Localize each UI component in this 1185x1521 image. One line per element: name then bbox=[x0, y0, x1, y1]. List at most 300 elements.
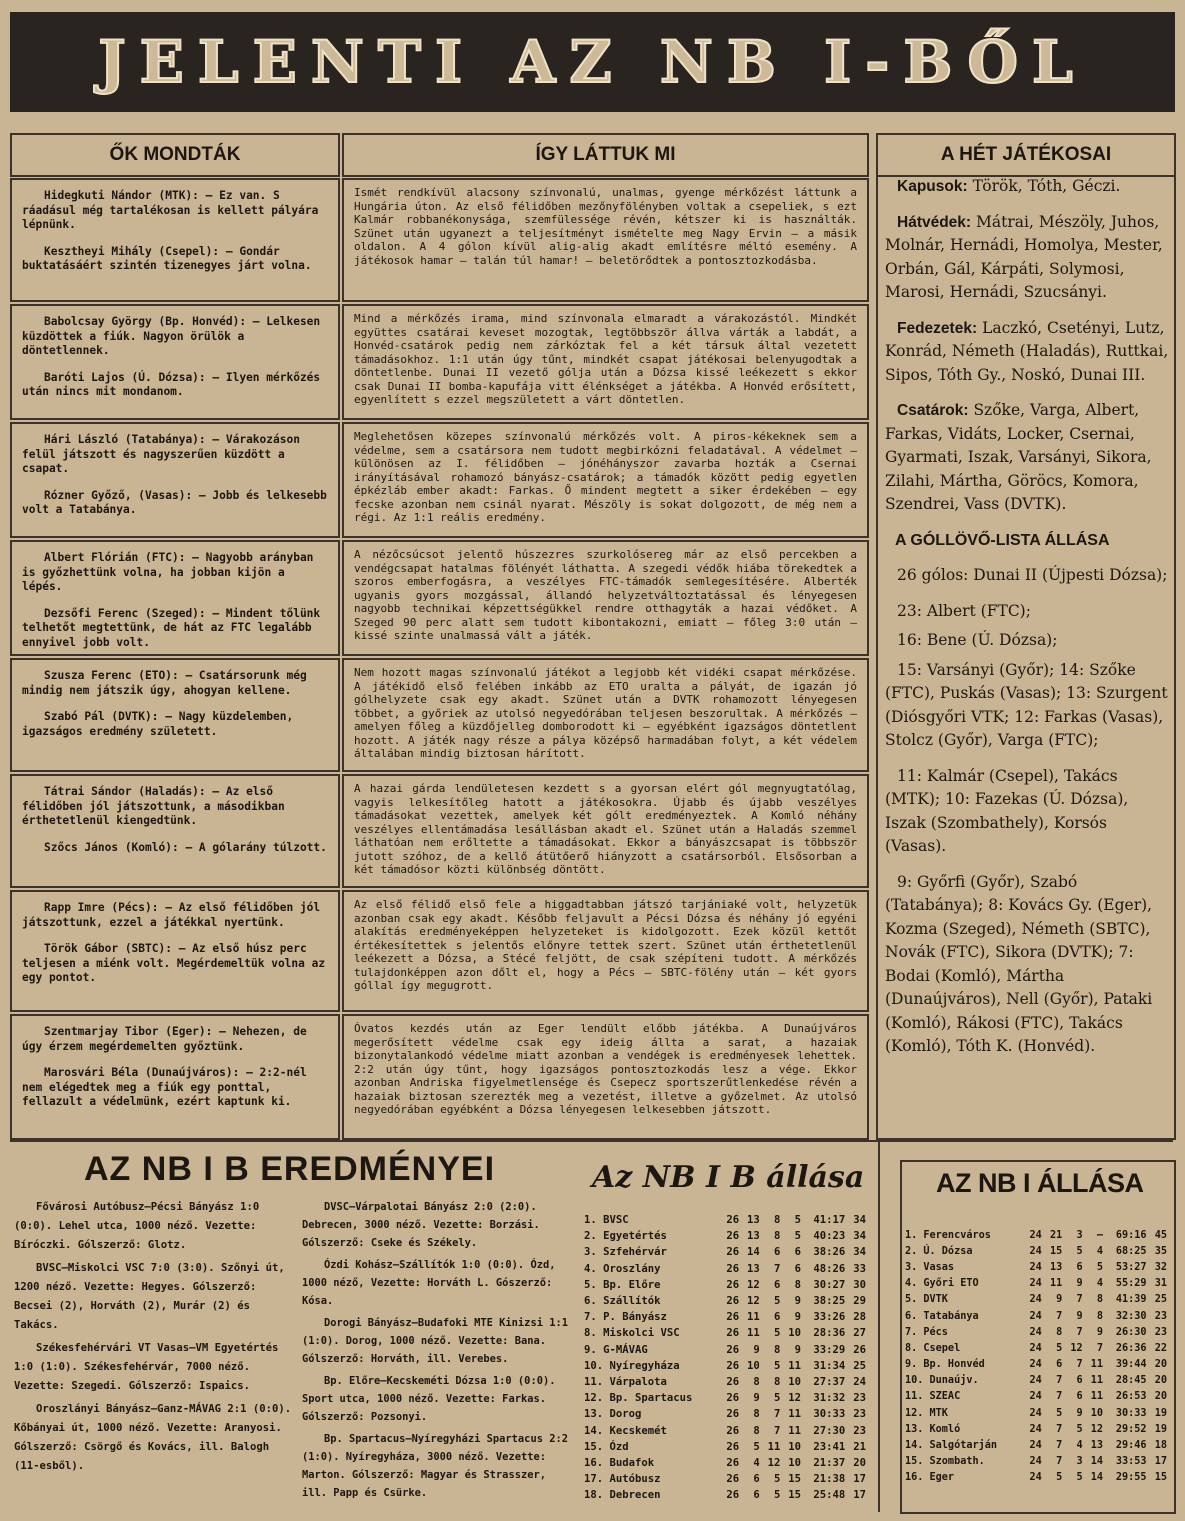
report-cell: Nem hozott magas színvonalú játékot a legjobb két vidéki csapat mérkőzése. A játékidő első felében inkább az ETO uralta a pályát, de igazán jó gólhelyzete csak egy akadt. Szünet után a DVTK rohamozott lényegesen többet, a győriek az utolsó negyedórában teljesen beszorultak. A mérkőzés — amelyen főleg a küzdőjelleg domborodott ki — egyébként igazságos döntetlent hozott. A játék nagy része a pálya középső harmadában folyt, a két védelem általában mindig biztosan hárított. bbox=[342, 658, 869, 772]
standings-row bbox=[903, 1454, 1169, 1470]
stat-cell: 20 bbox=[853, 1456, 866, 1469]
stat-cell: 5 bbox=[1076, 1472, 1083, 1484]
result-item: DVSC—Várpalotai Bányász 2:0 (2:0). Debrecen, 3000 néző. Vezette: Borzási. Gólszerző: Cseke és Székely. bbox=[302, 1201, 540, 1249]
stat-cell: 5 bbox=[753, 1440, 760, 1453]
stat-cell: 23 bbox=[1154, 1310, 1167, 1322]
stat-cell: 24 bbox=[1029, 1472, 1042, 1484]
stat-cell: 7 bbox=[774, 1262, 781, 1275]
stat-cell: 11 bbox=[1090, 1375, 1104, 1387]
stat-cell: 27:37 bbox=[813, 1375, 846, 1388]
stat-cell: 24 bbox=[1029, 1294, 1042, 1306]
standings-row bbox=[582, 1342, 868, 1358]
stat-cell: 7 bbox=[1096, 1342, 1104, 1354]
standings-row bbox=[582, 1293, 868, 1309]
standings-row bbox=[582, 1261, 868, 1277]
stat-cell: 5 bbox=[1076, 1423, 1083, 1435]
stat-cell: 18 bbox=[1154, 1440, 1167, 1452]
standings-row bbox=[903, 1259, 1169, 1275]
stat-cell: 9 bbox=[1076, 1278, 1083, 1290]
stat-cell: 21:37 bbox=[813, 1456, 846, 1469]
stat-cell: 6 bbox=[794, 1246, 802, 1259]
stat-cell: 24 bbox=[1029, 1342, 1042, 1354]
stat-cell: 8 bbox=[774, 1230, 781, 1243]
stat-cell: 12 bbox=[747, 1278, 760, 1291]
stat-cell: 6 bbox=[774, 1278, 781, 1291]
stat-cell: 6 bbox=[774, 1311, 781, 1324]
stat-cell: 15 bbox=[788, 1473, 802, 1486]
quotes-cell bbox=[10, 540, 340, 656]
team-cell: 8. Csepel bbox=[905, 1342, 961, 1354]
stat-cell: 8 bbox=[753, 1375, 760, 1388]
team-cell: 15. Szombath. bbox=[905, 1456, 985, 1468]
stat-cell: 13 bbox=[1090, 1440, 1104, 1452]
result-item: BVSC—Miskolci VSC 7:0 (3:0). Szőnyi út, 1200 néző. Vezette: Hegyes. Gólszerző: Becsei (2), Horváth (2), Murár (2) és Takács. bbox=[14, 1262, 285, 1331]
quotes-cell bbox=[10, 774, 340, 888]
scorers-line: 26 gólos: Dunai II (Újpesti Dózsa); bbox=[897, 566, 1168, 584]
stat-cell: 24 bbox=[853, 1375, 866, 1388]
header-players: A HÉT JÁTÉKOSAI bbox=[876, 133, 1176, 177]
standings-row bbox=[582, 1277, 868, 1293]
stat-cell: 6 bbox=[774, 1246, 781, 1259]
stat-cell: 26 bbox=[726, 1246, 740, 1259]
stat-cell: 12 bbox=[1070, 1342, 1083, 1354]
stat-cell: 12 bbox=[788, 1392, 802, 1405]
stat-cell: 6 bbox=[1056, 1359, 1063, 1371]
stat-cell: 8 bbox=[1096, 1310, 1104, 1322]
team-cell: 6. Tatabánya bbox=[905, 1310, 979, 1322]
stat-cell: 6 bbox=[794, 1262, 802, 1275]
stat-cell: 10 bbox=[788, 1375, 802, 1388]
stat-cell: 11 bbox=[767, 1440, 781, 1453]
quote: Babolcsay György (Bp. Honvéd): — Lelkesen küzdöttek a fiúk. Nagyon örülök a döntetlennek. bbox=[22, 315, 321, 357]
quote: Szusza Ferenc (ETO): — Csatársorunk még mindig nem játszik úgy, ahogyan kellene. bbox=[22, 669, 307, 697]
stat-cell: 20 bbox=[1154, 1391, 1167, 1403]
stat-cell: 15 bbox=[1049, 1245, 1063, 1257]
stat-cell: 7 bbox=[774, 1424, 781, 1437]
stat-cell: 26:36 bbox=[1115, 1342, 1147, 1354]
stat-cell: 31:34 bbox=[813, 1359, 846, 1372]
quote: Marosvári Béla (Dunaújváros): — 2:2-nél nem elégedtek meg a fiúk egy ponttal, fellazult a védelmünk, ezért kaptunk ki. bbox=[22, 1066, 307, 1108]
stat-cell: 5 bbox=[1076, 1245, 1083, 1257]
header-saw: ÍGY LÁTTUK MI bbox=[342, 133, 869, 177]
nb1b-results-title: AZ NB I B EREDMÉNYEI bbox=[84, 1150, 496, 1188]
standings-row bbox=[582, 1406, 868, 1422]
team-cell: 11. SZEAC bbox=[905, 1391, 961, 1403]
stat-cell: 33:53 bbox=[1115, 1456, 1147, 1468]
quotes-cell bbox=[10, 890, 340, 1012]
stat-cell: 7 bbox=[1076, 1359, 1083, 1371]
stat-cell: 12 bbox=[1090, 1423, 1104, 1435]
stat-cell: 7 bbox=[1056, 1310, 1063, 1322]
stat-cell: 31 bbox=[1154, 1278, 1167, 1290]
stat-cell: 28:36 bbox=[813, 1327, 846, 1340]
stat-cell: 5 bbox=[774, 1473, 781, 1486]
scorers-line: 9: Győrfi (Győr), Szabó (Tatabánya); 8: Kovács Gy. (Eger), Kozma (Szeged), Németh (SBTC), Novák (FTC), Sikora (DVTK); 7: Bodai (Komló), Mártha (Dunaújváros), Nell (Győr), Pataki (Komló), Rákosi (FTC), Takács (Komló), Tóth K. (Honvéd). bbox=[885, 872, 1153, 1055]
stat-cell: 9 bbox=[753, 1392, 760, 1405]
stat-cell: 5 bbox=[1056, 1407, 1063, 1419]
stat-cell: 26 bbox=[726, 1408, 740, 1421]
stat-cell: 11 bbox=[788, 1359, 802, 1372]
standings-row bbox=[903, 1405, 1169, 1421]
standings-row bbox=[582, 1439, 868, 1455]
stat-cell: 24 bbox=[1029, 1261, 1042, 1273]
stat-cell: 23 bbox=[853, 1424, 866, 1437]
standings-row bbox=[903, 1389, 1169, 1405]
stat-cell: 24 bbox=[1029, 1375, 1042, 1387]
stat-cell: 30:33 bbox=[813, 1408, 846, 1421]
result-item: Bp. Spartacus—Nyíregyházi Spartacus 2:2 (1:0). Nyíregyháza, 3000 néző. Vezette: Marton. Gólszerző: Magyar és Strasszer, ill. Papp és Csürke. bbox=[302, 1433, 568, 1499]
stat-cell: 23 bbox=[853, 1392, 866, 1405]
stat-cell: 34 bbox=[853, 1214, 866, 1227]
stat-cell: 68:25 bbox=[1115, 1245, 1147, 1257]
stat-cell: 26 bbox=[726, 1359, 740, 1372]
quote: Hidegkuti Nándor (MTK): — Ez van. S ráadásul még tartalékosan is kellett pályára lépnünk. bbox=[22, 189, 319, 231]
report-cell: A nézőcsúcsot jelentő húszezres szurkolósereg már az első percekben a vendégcsapat hatalmas fölényét láthatta. A szegedi védők hiába törekedtek a szoros emberfogásra, a veszélyes FTC-támadók semlegesítésére. Alberték ugyanis gyors mozgással, állandó helyzetváltoztatással és lényegesen nagyobb technikai képzettségükkel rendre otthagyták a hazai védőket. A Szeged 90 perc alatt sem tudott kibontakozni, emiatt — főleg 3:0 után — kissé szinte unalmassá vált a játék. bbox=[342, 540, 869, 656]
quote: Szentmarjay Tibor (Eger): — Nehezen, de úgy érzem megérdemelten győztünk. bbox=[22, 1025, 307, 1053]
stat-cell: 29 bbox=[853, 1295, 866, 1308]
stat-cell: 8 bbox=[1056, 1326, 1063, 1338]
stat-cell: 32 bbox=[1154, 1261, 1167, 1273]
stat-cell: 11 bbox=[1090, 1359, 1104, 1371]
standings-row bbox=[903, 1437, 1169, 1453]
stat-cell: 22 bbox=[1154, 1342, 1167, 1354]
nb1b-results-col2 bbox=[302, 1198, 570, 1506]
team-cell: 10. Nyíregyháza bbox=[584, 1359, 680, 1372]
stat-cell: 30:33 bbox=[1115, 1407, 1147, 1419]
stat-cell: 4 bbox=[1096, 1278, 1104, 1290]
stat-cell: 26:30 bbox=[1115, 1326, 1147, 1338]
team-cell: 4. Oroszlány bbox=[584, 1262, 661, 1275]
stat-cell: 3 bbox=[1076, 1456, 1083, 1468]
team-cell: 9. G-MÁVAG bbox=[584, 1343, 648, 1356]
stat-cell: 6 bbox=[1076, 1391, 1083, 1403]
stat-cell: 24 bbox=[1029, 1326, 1042, 1338]
stat-cell: 17 bbox=[853, 1489, 866, 1502]
stat-cell: 69:16 bbox=[1115, 1229, 1147, 1241]
team-cell: 7. Pécs bbox=[905, 1326, 948, 1338]
standings-row bbox=[582, 1244, 868, 1260]
stat-cell: 17 bbox=[1154, 1456, 1167, 1468]
quotes-cell bbox=[10, 1014, 340, 1140]
standings-row bbox=[903, 1470, 1169, 1486]
stat-cell: 24 bbox=[1029, 1423, 1042, 1435]
team-cell: 16. Budafok bbox=[584, 1456, 655, 1469]
stat-cell: 26 bbox=[726, 1214, 740, 1227]
stat-cell: 26 bbox=[726, 1311, 740, 1324]
stat-cell: 30:27 bbox=[813, 1278, 846, 1291]
stat-cell: 5 bbox=[794, 1214, 802, 1227]
stat-cell: 15 bbox=[1154, 1472, 1167, 1484]
stat-cell: 9 bbox=[794, 1295, 802, 1308]
divider bbox=[878, 1140, 880, 1512]
stat-cell: 11 bbox=[747, 1311, 760, 1324]
stat-cell: 24 bbox=[1029, 1391, 1042, 1403]
standings-row bbox=[903, 1308, 1169, 1324]
stat-cell: 20 bbox=[1154, 1359, 1167, 1371]
stat-cell: 10 bbox=[1090, 1407, 1104, 1419]
stat-cell: 5 bbox=[774, 1295, 781, 1308]
stat-cell: 26 bbox=[726, 1295, 740, 1308]
stat-cell: 24 bbox=[1029, 1359, 1042, 1371]
stat-cell: 14 bbox=[747, 1246, 760, 1259]
stat-cell: 25:48 bbox=[813, 1489, 846, 1502]
stat-cell: 8 bbox=[1096, 1294, 1104, 1306]
stat-cell: 3 bbox=[1076, 1229, 1083, 1241]
stat-cell: 29:52 bbox=[1115, 1423, 1147, 1435]
stat-cell: 26 bbox=[726, 1343, 740, 1356]
stat-cell: 11 bbox=[788, 1408, 802, 1421]
report-cell: Meglehetősen közepes színvonalú mérkőzés volt. A piros-kékeknek sem a védelme, sem a csatársora nem tudott megbirkózni feladatával. A védelmet — különösen az I. félidőben — jónéhányszor zavarba hozták a Csernai irányításával rohamozó bányász-csatárok; a támadók között pedig egyetlen épkézláb ember akadt: Farkas. Ő mindent megtett a siker érdekében — egy fecske azonban nem csinál nyarat. Mészöly is sokat dolgozott, de még nem a régi. Az 1:1 reális eredmény. bbox=[342, 422, 869, 538]
team-cell: 8. Miskolci VSC bbox=[584, 1327, 680, 1340]
standings-row bbox=[903, 1276, 1169, 1292]
stat-cell: 23 bbox=[853, 1408, 866, 1421]
team-cell: 1. BVSC bbox=[584, 1214, 629, 1227]
standings-row bbox=[582, 1212, 868, 1228]
stat-cell: 21 bbox=[853, 1440, 866, 1453]
stat-cell: 17 bbox=[853, 1473, 866, 1486]
team-cell: 18. Debrecen bbox=[584, 1489, 661, 1502]
quotes-cell bbox=[10, 178, 340, 302]
stat-cell: 26:53 bbox=[1115, 1391, 1147, 1403]
stat-cell: 21:38 bbox=[813, 1473, 846, 1486]
stat-cell: 38:26 bbox=[813, 1246, 846, 1259]
stat-cell: 38:25 bbox=[813, 1295, 846, 1308]
stat-cell: 14 bbox=[1090, 1472, 1104, 1484]
standings-row bbox=[903, 1324, 1169, 1340]
quotes-cell bbox=[10, 658, 340, 772]
standings-row bbox=[582, 1309, 868, 1325]
scorers-line: 11: Kalmár (Csepel), Takács (MTK); 10: Fazekas (Ú. Dózsa), Iszak (Szombathely), Korsós (Vasas). bbox=[885, 766, 1129, 855]
stat-cell: 23 bbox=[1154, 1326, 1167, 1338]
team-cell: 10. Dunaújv. bbox=[905, 1375, 979, 1387]
standings-row bbox=[582, 1374, 868, 1390]
stat-cell: 9 bbox=[1096, 1326, 1104, 1338]
quote: Hári László (Tatabánya): — Várakozáson felül játszott és nagyszerűen küzdött a csapat. bbox=[22, 433, 300, 475]
quote: Tátrai Sándor (Haladás): — Az első félidőben jól játszottunk, a másodikban érthetetlenül kiengedtünk. bbox=[22, 785, 285, 827]
stat-cell: 27 bbox=[853, 1327, 866, 1340]
standings-row bbox=[582, 1390, 868, 1406]
stat-cell: 26 bbox=[726, 1278, 740, 1291]
stat-cell: 5 bbox=[794, 1230, 802, 1243]
stat-cell: 26 bbox=[726, 1262, 740, 1275]
nb1-standings-table bbox=[903, 1227, 1169, 1486]
stat-cell: 20 bbox=[1154, 1375, 1167, 1387]
stat-cell: 26 bbox=[726, 1440, 740, 1453]
team-cell: 3. Vasas bbox=[905, 1261, 955, 1273]
quote: Albert Flórián (FTC): — Nagyobb arányban is győzhettünk volna, ha jobban kijön a lépés. bbox=[22, 551, 314, 593]
stat-cell: 8 bbox=[774, 1343, 781, 1356]
nb1-table-title: AZ NB I ÁLLÁSA bbox=[936, 1168, 1144, 1198]
team-cell: 14. Salgótarján bbox=[905, 1440, 998, 1452]
quote: Rózner Győző, (Vasas): — Jobb és lelkesebb volt a Tatabánya. bbox=[22, 488, 327, 516]
divider bbox=[10, 1140, 1173, 1142]
stat-cell: 9 bbox=[1056, 1294, 1063, 1306]
stat-cell: 33:26 bbox=[813, 1311, 846, 1324]
stat-cell: 7 bbox=[1056, 1423, 1063, 1435]
stat-cell: 12 bbox=[747, 1295, 760, 1308]
stat-cell: 5 bbox=[774, 1392, 781, 1405]
stat-cell: 9 bbox=[1076, 1310, 1083, 1322]
stat-cell: 5 bbox=[774, 1489, 781, 1502]
stat-cell: 5 bbox=[774, 1359, 781, 1372]
stat-cell: 24 bbox=[1029, 1245, 1042, 1257]
stat-cell: 29:55 bbox=[1115, 1472, 1147, 1484]
scorers-line: 23: Albert (FTC); bbox=[897, 601, 1031, 620]
players-halves: Fedezetek: Laczkó, Csetényi, Lutz, Konrád, Németh (Haladás), Ruttkai, Sipos, Tóth Gy., Noskó, Dunai III. bbox=[885, 318, 1169, 384]
players-block bbox=[885, 175, 1170, 1071]
standings-row bbox=[582, 1487, 868, 1503]
team-cell: 9. Bp. Honvéd bbox=[905, 1359, 985, 1371]
stat-cell: 40:23 bbox=[813, 1230, 846, 1243]
result-item: Ózdi Kohász—Szállítók 1:0 (0:0). Ózd, 1000 néző, Vezette: Horváth L. Gószerző: Kósa. bbox=[302, 1259, 556, 1307]
stat-cell: 15 bbox=[788, 1489, 802, 1502]
quotes-cell bbox=[10, 422, 340, 538]
team-cell: 1. Ferencváros bbox=[905, 1229, 991, 1241]
stat-cell: 24 bbox=[1029, 1440, 1042, 1452]
stat-cell: 32:30 bbox=[1115, 1310, 1147, 1322]
team-cell: 3. Szfehérvár bbox=[584, 1246, 667, 1259]
stat-cell: 41:17 bbox=[813, 1214, 846, 1227]
stat-cell: 28 bbox=[853, 1311, 866, 1324]
stat-cell: 11 bbox=[788, 1424, 802, 1437]
stat-cell: 6 bbox=[1076, 1261, 1083, 1273]
stat-cell: 24 bbox=[1029, 1407, 1042, 1419]
stat-cell: 7 bbox=[1056, 1391, 1063, 1403]
quote: Szőcs János (Komló): — A gólarány túlzott. bbox=[44, 840, 327, 854]
stat-cell: 30 bbox=[853, 1278, 866, 1291]
stat-cell: 26 bbox=[853, 1343, 866, 1356]
stat-cell: 7 bbox=[1056, 1375, 1063, 1387]
team-cell: 15. Ózd bbox=[584, 1440, 629, 1453]
standings-row bbox=[582, 1455, 868, 1471]
stat-cell: 5 bbox=[1096, 1261, 1104, 1273]
stat-cell: 7 bbox=[1056, 1440, 1063, 1452]
result-item: Székesfehérvári VT Vasas—VM Egyetértés 1:0 (1:0). Székesfehérvár, 7000 néző. Vezette: Szegedi. Gólszerző: Ispaics. bbox=[14, 1342, 279, 1392]
stat-cell: 33:29 bbox=[813, 1343, 846, 1356]
stat-cell: 12 bbox=[767, 1456, 781, 1469]
team-cell: 14. Kecskemét bbox=[584, 1424, 667, 1437]
scorers-line: 16: Bene (Ú. Dózsa); bbox=[897, 631, 1058, 649]
stat-cell: 10 bbox=[788, 1456, 802, 1469]
stat-cell: 10 bbox=[788, 1440, 802, 1453]
stat-cell: 5 bbox=[1056, 1472, 1063, 1484]
team-cell: 2. Ú. Dózsa bbox=[905, 1245, 973, 1257]
stat-cell: 11 bbox=[1090, 1391, 1104, 1403]
header-said: ŐK MONDTÁK bbox=[10, 133, 340, 177]
team-cell: 16. Eger bbox=[905, 1472, 955, 1484]
stat-cell: 7 bbox=[774, 1408, 781, 1421]
stat-cell: — bbox=[1096, 1229, 1104, 1241]
standings-row bbox=[582, 1228, 868, 1244]
stat-cell: 24 bbox=[1029, 1456, 1042, 1468]
nb1b-results-col1 bbox=[14, 1198, 296, 1480]
stat-cell: 6 bbox=[753, 1489, 760, 1502]
stat-cell: 39:44 bbox=[1115, 1359, 1147, 1371]
stat-cell: 7 bbox=[1076, 1326, 1083, 1338]
stat-cell: 9 bbox=[753, 1343, 760, 1356]
nb1b-table-title: Az NB I B állása bbox=[592, 1160, 865, 1195]
team-cell: 7. P. Bányász bbox=[584, 1311, 667, 1324]
players-keepers: Kapusok: Török, Tóth, Géczi. bbox=[897, 177, 1121, 195]
stat-cell: 7 bbox=[1056, 1456, 1063, 1468]
stat-cell: 8 bbox=[753, 1408, 760, 1421]
stat-cell: 19 bbox=[1154, 1407, 1167, 1419]
stat-cell: 13 bbox=[747, 1214, 760, 1227]
report-cell: Az első félidő első fele a higgadtabban játszó tarjániaké volt, helyzetük azonban csak egy akadt. Később feljavult a Pécsi Dózsa és néhány jó egyéni alakítás eredményeképpen helyzeteket is kidolgozott. Ezek közül kettőt értékesítettek s jelentős előnyre tettek szert. Szünet után érthetetlenül leékezett a Dózsa, a Stécé feljött, de csak szépíteni tudott. A mérkőzés tulajdonképpen azon dőlt el, hogy a Pécs — SBTC-fölény után — két gyors góllal így megugrott. bbox=[342, 890, 869, 1012]
stat-cell: 5 bbox=[774, 1327, 781, 1340]
stat-cell: 9 bbox=[794, 1343, 802, 1356]
stat-cell: 26 bbox=[726, 1375, 740, 1388]
result-item: Fővárosi Autóbusz—Pécsi Bányász 1:0 (0:0). Lehel utca, 1000 néző. Vezette: Bíróczki. Gólszerző: Glotz. bbox=[14, 1201, 260, 1251]
stat-cell: 11 bbox=[747, 1327, 760, 1340]
stat-cell: 33 bbox=[853, 1262, 866, 1275]
stat-cell: 11 bbox=[1049, 1278, 1063, 1290]
stat-cell: 6 bbox=[1076, 1375, 1083, 1387]
stat-cell: 34 bbox=[853, 1246, 866, 1259]
team-cell: 2. Egyetértés bbox=[584, 1230, 667, 1243]
standings-row bbox=[582, 1358, 868, 1374]
stat-cell: 10 bbox=[788, 1327, 802, 1340]
stat-cell: 31:32 bbox=[813, 1392, 846, 1405]
stat-cell: 35 bbox=[1154, 1245, 1167, 1257]
stat-cell: 13 bbox=[1049, 1261, 1063, 1273]
stat-cell: 26 bbox=[726, 1473, 740, 1486]
quote: Dezsőfi Ferenc (Szeged): — Mindent tőlünk telhetőt megtettünk, de hát az FTC legalább ennyivel jobb volt. bbox=[22, 606, 321, 649]
team-cell: 12. Bp. Spartacus bbox=[584, 1392, 693, 1405]
stat-cell: 13 bbox=[747, 1230, 760, 1243]
stat-cell: 8 bbox=[774, 1375, 781, 1388]
team-cell: 17. Autóbusz bbox=[584, 1473, 661, 1486]
stat-cell: 26 bbox=[726, 1456, 740, 1469]
stat-cell: 26 bbox=[726, 1392, 740, 1405]
stat-cell: 29:46 bbox=[1115, 1440, 1147, 1452]
stat-cell: 9 bbox=[794, 1311, 802, 1324]
report-cell: Mind a mérkőzés irama, mind színvonala elmaradt a várakozástól. Mindkét együttes csatárai keveset mozogtak, legtöbbször állva várták a labdát, a Honvéd-csatárok pedig nem zárkóztak fel a két társuk által vezetett támadásokhoz. 1:1 után úgy tűnt, mindkét csapat játékosai belenyugodtak a döntetlenbe. Dunai II vezető gólja után a Dózsa kissé leékezett s ekkor csak Dunai II bomba-kapufája vitt élénkséget a játékba. A Honvéd erősített, egyenlített s ezzel megszületett a várt döntetlen. bbox=[342, 304, 869, 420]
report-cell: A hazai gárda lendületesen kezdett s a gyorsan elért gól megnyugtatólag, vagyis lelkesítőleg hatott a játékosokra. Újabb és újabb veszélyes támadásokat vezettek, amelyek két gólt eredményeztek. A Komló néhány veszélyes ellentámadása lesállásban akadt el. Szünet után a Haladás szemmel láthatóan nem erőltette a támadásokat. Ekkor a bányászcsapat is többször jutott szóhoz, de a kellő átütőerő hiányzott a csatársorból. Elsősorban a két támadósor közti különbség döntött. bbox=[342, 774, 869, 888]
report-cell: Ismét rendkívül alacsony színvonalú, unalmas, gyenge mérkőzést láttunk a Hungária úton. Az első félidőben mezőnyfölényben voltak a csepeliek, s ezt Kalmár robbanékonysága, szemfülessége révén, kétszer ki is használták. Szünet után ugyanezt a teljesítményt ismételte meg Nagy Ervin — a másik oldalon. A 4 gólon kívül alig-alig akadt említésre méltó esemény. A játékosok hamar — talán túl hamar! — beletörődtek a pontosztozkodásba. bbox=[342, 178, 869, 302]
result-item: Dorogi Bányász—Budafoki MTE Kinizsi 1:1 (1:0). Dorog, 1000 néző. Vezette: Bana. Gólszerző: Horváth, ill. Verebes. bbox=[302, 1317, 568, 1365]
stat-cell: 25 bbox=[853, 1359, 866, 1372]
stat-cell: 55:29 bbox=[1115, 1278, 1147, 1290]
players-forwards: Csatárok: Szőke, Varga, Albert, Farkas, Vidáts, Locker, Csernai, Gyarmati, Iszak, Varsányi, Sikora, Zilahi, Mártha, Göröcs, Komora, Szendrei, Vass (DVTK). bbox=[885, 401, 1152, 513]
stat-cell: 4 bbox=[753, 1456, 760, 1469]
banner bbox=[10, 12, 1175, 112]
report-cell: Óvatos kezdés után az Eger lendült előbb játékba. A Dunaújváros megerősített védelme csak egy ideig állta a sarat, a hazaiak bizonytalankodó védelme miatt azonban a vendégek is eredményesek lehettek. 2:2 után úgy tűnt, hogy igazságos pontosztozkodás lesz a vége. Ekkor azonban Andriska figyelmetlensége és Csepecz sportszerűtlenkedése révén a hazaiak biztosan szerezték meg a vezetést, illetve a győzelmet. Az utolsó negyedórában egyébként a Dózsa lényegesen lelkesebben játszott. bbox=[342, 1014, 869, 1140]
quote: Rapp Imre (Pécs): — Az első félidőben jól játszottunk, ezzel a játékkal nyertünk. bbox=[22, 901, 321, 929]
stat-cell: 26 bbox=[726, 1424, 740, 1437]
quote: Kesztheyi Mihály (Csepel): — Gondár buktatásáért szintén tizenegyes járt volna. bbox=[22, 244, 312, 272]
stat-cell: 53:27 bbox=[1115, 1261, 1147, 1273]
team-cell: 12. MTK bbox=[905, 1407, 948, 1419]
stat-cell: 9 bbox=[1076, 1407, 1083, 1419]
stat-cell: 28:45 bbox=[1115, 1375, 1147, 1387]
stat-cell: 19 bbox=[1154, 1423, 1167, 1435]
standings-row bbox=[582, 1325, 868, 1341]
quote: Szabó Pál (DVTK): — Nagy küzdelemben, igazságos eredmény született. bbox=[22, 710, 294, 738]
stat-cell: 45 bbox=[1154, 1229, 1167, 1241]
team-cell: 4. Győri ETO bbox=[905, 1278, 979, 1290]
stat-cell: 26 bbox=[726, 1230, 740, 1243]
stat-cell: 27:30 bbox=[813, 1424, 846, 1437]
stat-cell: 10 bbox=[747, 1359, 760, 1372]
stat-cell: 25 bbox=[1154, 1294, 1167, 1306]
stat-cell: 41:39 bbox=[1115, 1294, 1147, 1306]
team-cell: 5. DVTK bbox=[905, 1294, 948, 1306]
stat-cell: 24 bbox=[1029, 1278, 1042, 1290]
stat-cell: 21 bbox=[1049, 1229, 1063, 1241]
team-cell: 11. Várpalota bbox=[584, 1375, 667, 1388]
stat-cell: 34 bbox=[853, 1230, 866, 1243]
